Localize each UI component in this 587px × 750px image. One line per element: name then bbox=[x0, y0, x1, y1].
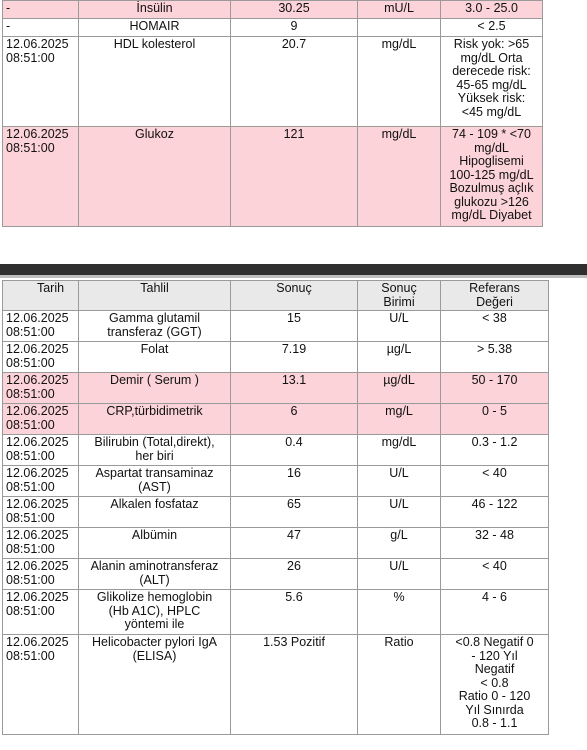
result-cell: 5.6 bbox=[231, 590, 358, 635]
date-cell: 12.06.2025 08:51:00 bbox=[3, 528, 79, 559]
reference-cell: < 38 bbox=[441, 311, 549, 342]
test-cell: Alkalen fosfataz bbox=[79, 497, 231, 528]
table-row bbox=[3, 19, 543, 37]
header-reference: Referans Değeri bbox=[441, 281, 549, 311]
unit-cell: mg/dL bbox=[358, 435, 441, 466]
test-cell: Albümin bbox=[79, 528, 231, 559]
table-header-row bbox=[3, 281, 549, 311]
table-row bbox=[3, 311, 549, 342]
test-cell: HDL kolesterol bbox=[79, 37, 231, 127]
unit-cell: mg/dL bbox=[358, 127, 441, 227]
test-cell: Aspartat transaminaz (AST) bbox=[79, 466, 231, 497]
date-cell: 12.06.2025 08:51:00 bbox=[3, 37, 79, 127]
result-cell: 0.4 bbox=[231, 435, 358, 466]
reference-cell: 74 - 109 * <70 mg/dL Hipoglisemi 100-125 mg/dL Bozulmuş açlık glukozu >126 mg/dL Diyabet bbox=[441, 127, 543, 227]
unit-cell: U/L bbox=[358, 559, 441, 590]
result-cell: 16 bbox=[231, 466, 358, 497]
date-cell: - bbox=[3, 19, 79, 37]
test-cell: Demir ( Serum ) bbox=[79, 373, 231, 404]
header-date: Tarih bbox=[3, 281, 79, 311]
result-cell: 6 bbox=[231, 404, 358, 435]
test-cell: Glukoz bbox=[79, 127, 231, 227]
reference-cell: <0.8 Negatif 0 - 120 Yıl Negatif < 0.8 Ratio 0 - 120 Yıl Sınırda 0.8 - 1.1 bbox=[441, 635, 549, 735]
test-cell: CRP,türbidimetrik bbox=[79, 404, 231, 435]
reference-cell: 4 - 6 bbox=[441, 590, 549, 635]
table-row bbox=[3, 342, 549, 373]
table-row bbox=[3, 466, 549, 497]
date-cell: 12.06.2025 08:51:00 bbox=[3, 404, 79, 435]
unit-cell bbox=[358, 19, 441, 37]
date-cell: 12.06.2025 08:51:00 bbox=[3, 497, 79, 528]
reference-cell: < 40 bbox=[441, 559, 549, 590]
reference-cell: 32 - 48 bbox=[441, 528, 549, 559]
table-row bbox=[3, 435, 549, 466]
unit-cell: mg/dL bbox=[358, 37, 441, 127]
reference-cell: < 40 bbox=[441, 466, 549, 497]
result-cell: 30.25 bbox=[231, 1, 358, 19]
date-cell: - bbox=[3, 1, 79, 19]
unit-cell: µg/L bbox=[358, 342, 441, 373]
unit-cell: µg/dL bbox=[358, 373, 441, 404]
test-cell: Bilirubin (Total,direkt), her biri bbox=[79, 435, 231, 466]
table-row bbox=[3, 127, 543, 227]
test-cell: Folat bbox=[79, 342, 231, 373]
reference-cell: 0.3 - 1.2 bbox=[441, 435, 549, 466]
result-cell: 1.53 Pozitif bbox=[231, 635, 358, 735]
section-divider-shadow bbox=[0, 275, 587, 278]
test-cell: HOMAIR bbox=[79, 19, 231, 37]
unit-cell: U/L bbox=[358, 466, 441, 497]
unit-cell: mU/L bbox=[358, 1, 441, 19]
test-cell: Helicobacter pylori IgA (ELISA) bbox=[79, 635, 231, 735]
test-cell: Gamma glutamil transferaz (GGT) bbox=[79, 311, 231, 342]
test-cell: Alanin aminotransferaz (ALT) bbox=[79, 559, 231, 590]
result-cell: 15 bbox=[231, 311, 358, 342]
result-cell: 47 bbox=[231, 528, 358, 559]
test-cell: İnsülin bbox=[79, 1, 231, 19]
table-row bbox=[3, 404, 549, 435]
result-cell: 20.7 bbox=[231, 37, 358, 127]
header-result: Sonuç bbox=[231, 281, 358, 311]
date-cell: 12.06.2025 08:51:00 bbox=[3, 435, 79, 466]
unit-cell: mg/L bbox=[358, 404, 441, 435]
reference-cell: 46 - 122 bbox=[441, 497, 549, 528]
unit-cell: U/L bbox=[358, 311, 441, 342]
date-cell: 12.06.2025 08:51:00 bbox=[3, 559, 79, 590]
date-cell: 12.06.2025 08:51:00 bbox=[3, 373, 79, 404]
result-cell: 13.1 bbox=[231, 373, 358, 404]
date-cell: 12.06.2025 08:51:00 bbox=[3, 590, 79, 635]
result-cell: 26 bbox=[231, 559, 358, 590]
date-cell: 12.06.2025 08:51:00 bbox=[3, 311, 79, 342]
date-cell: 12.06.2025 08:51:00 bbox=[3, 635, 79, 735]
reference-cell: 50 - 170 bbox=[441, 373, 549, 404]
table-row bbox=[3, 590, 549, 635]
section-divider bbox=[0, 264, 587, 275]
result-cell: 7.19 bbox=[231, 342, 358, 373]
reference-cell: 0 - 5 bbox=[441, 404, 549, 435]
test-cell: Glikolize hemoglobin (Hb A1C), HPLC yöntemi ile bbox=[79, 590, 231, 635]
top-results-table bbox=[2, 0, 543, 227]
reference-cell: Risk yok: >65 mg/dL Orta derecede risk: 45-65 mg/dL Yüksek risk: <45 mg/dL bbox=[441, 37, 543, 127]
reference-cell: 3.0 - 25.0 bbox=[441, 1, 543, 19]
date-cell: 12.06.2025 08:51:00 bbox=[3, 127, 79, 227]
date-cell: 12.06.2025 08:51:00 bbox=[3, 466, 79, 497]
unit-cell: U/L bbox=[358, 497, 441, 528]
table-row bbox=[3, 528, 549, 559]
table-row bbox=[3, 635, 549, 735]
result-cell: 9 bbox=[231, 19, 358, 37]
table-row bbox=[3, 1, 543, 19]
reference-cell: < 2.5 bbox=[441, 19, 543, 37]
lab-results-table bbox=[2, 280, 549, 735]
table-row bbox=[3, 373, 549, 404]
header-unit: Sonuç Birimi bbox=[358, 281, 441, 311]
table-row bbox=[3, 37, 543, 127]
unit-cell: Ratio bbox=[358, 635, 441, 735]
unit-cell: % bbox=[358, 590, 441, 635]
table-row bbox=[3, 497, 549, 528]
result-cell: 121 bbox=[231, 127, 358, 227]
reference-cell: > 5.38 bbox=[441, 342, 549, 373]
date-cell: 12.06.2025 08:51:00 bbox=[3, 342, 79, 373]
table-row bbox=[3, 559, 549, 590]
header-test: Tahlil bbox=[79, 281, 231, 311]
unit-cell: g/L bbox=[358, 528, 441, 559]
result-cell: 65 bbox=[231, 497, 358, 528]
